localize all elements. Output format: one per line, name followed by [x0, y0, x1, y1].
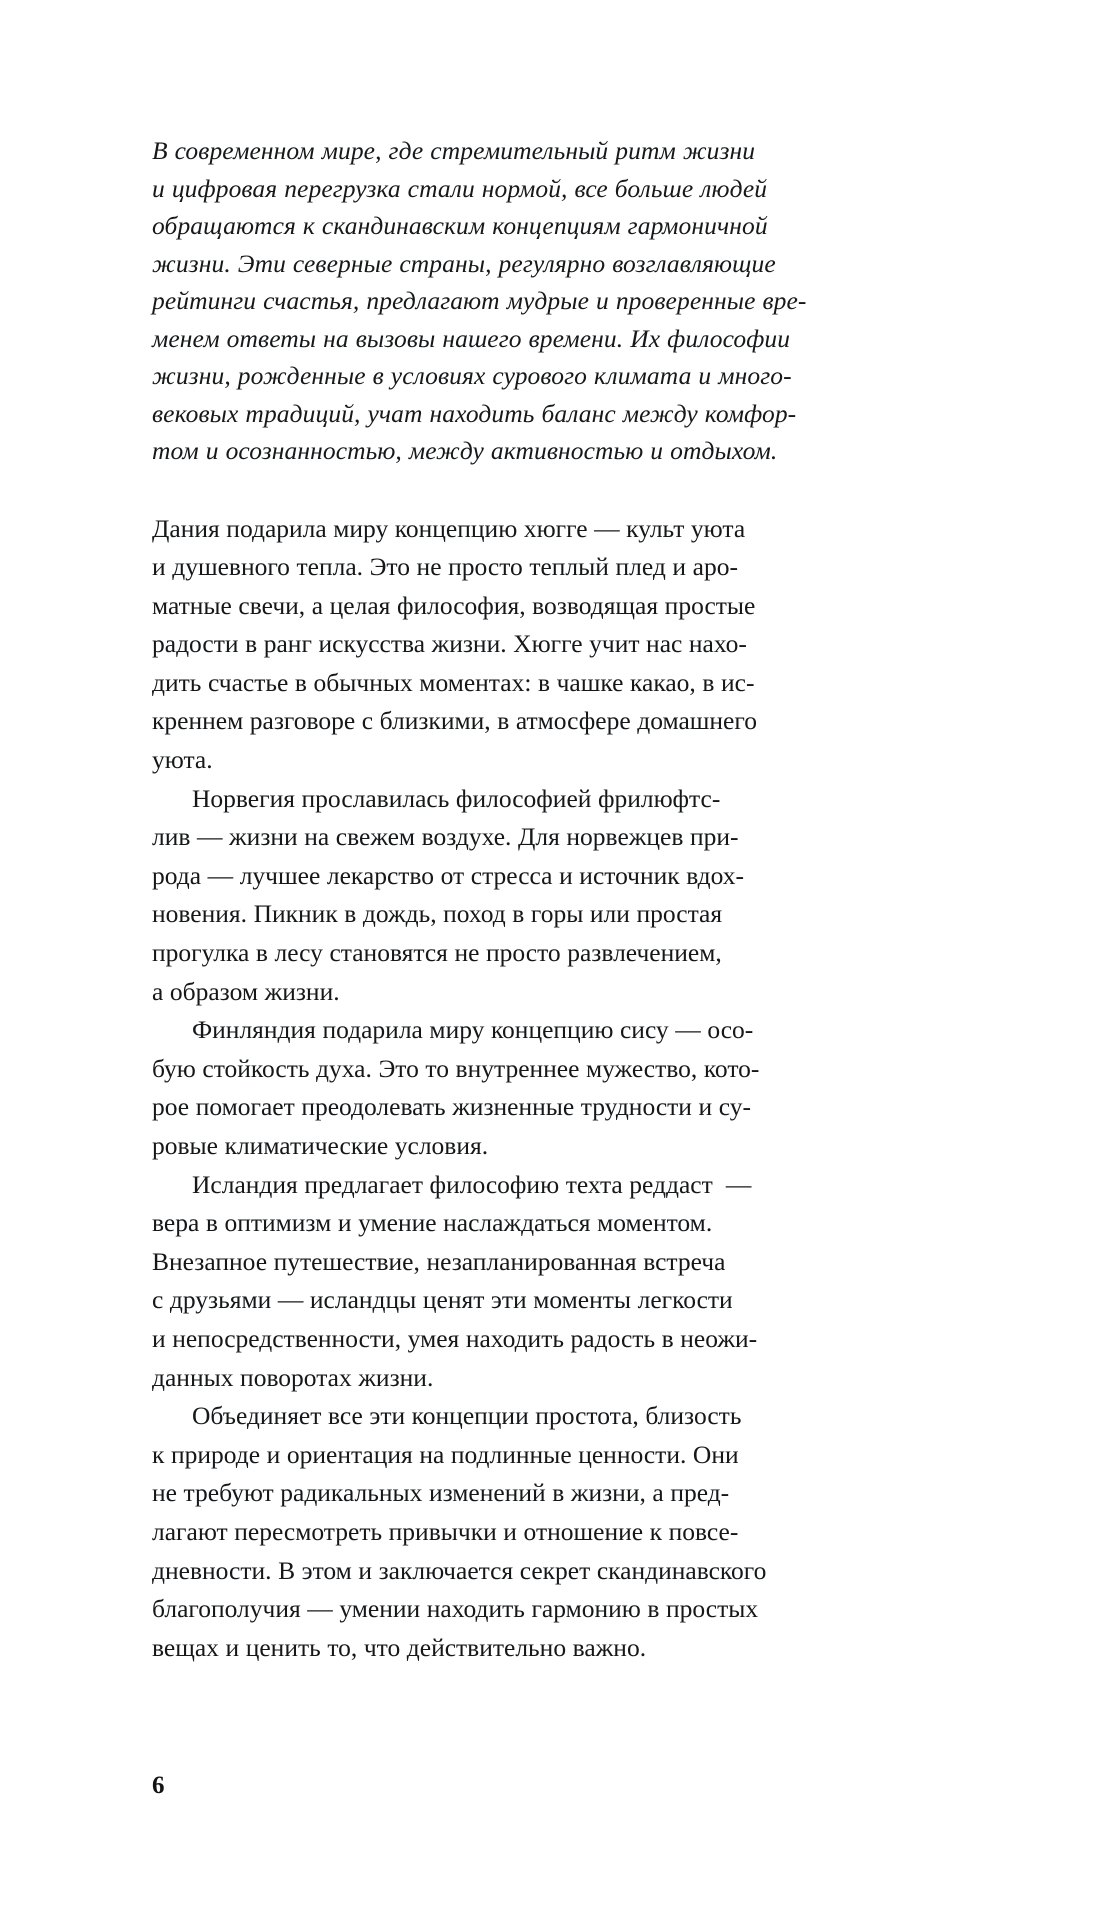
body-line: бую стойкость духа. Это то внутреннее мужество, кото- — [152, 1053, 760, 1083]
intro-epigraph-paragraph — [152, 132, 812, 470]
body-line: Финляндия подарила миру концепцию сису — осо- — [192, 1015, 754, 1045]
body-text — [152, 510, 812, 1668]
text-column — [152, 132, 812, 1667]
intro-line: В современном мире, где стремительный ритм жизни — [152, 136, 756, 165]
body-line: благополучия — умении находить гармонию в простых — [152, 1594, 759, 1624]
body-line: Исландия предлагает философию техта реддаст — — [192, 1169, 752, 1199]
body-line: лив — жизни на свежем воздухе. Для норвежцев при- — [152, 822, 739, 852]
intro-line: и цифровая перегрузка стали нормой, все больше людей — [152, 173, 768, 203]
intro-line: обращаются к скандинавским концепциям гармоничной — [152, 211, 768, 240]
body-line: Внезапное путешествие, незапланированная встреча — [152, 1246, 726, 1276]
intro-line: рейтинги счастья, предлагают мудрые и проверенные вре- — [152, 286, 807, 315]
intro-line: том и осознанностью, между активностью и отдыхом. — [152, 436, 778, 465]
body-line: к природе и ориентация на подлинные ценности. Они — [152, 1439, 739, 1469]
body-line: Дания подарила миру концепцию хюгге — культ уюта — [152, 513, 746, 543]
body-line: дить счастье в обычных моментах: в чашке какао, в ис- — [152, 667, 755, 697]
body-line: с друзьями — исландцы ценят эти моменты легкости — [152, 1285, 733, 1315]
body-line: данных поворотах жизни. — [152, 1362, 434, 1392]
body-line: рое помогает преодолевать жизненные трудности и су- — [152, 1092, 751, 1122]
intro-line: вековых традиций, учат находить баланс между комфор- — [152, 398, 797, 428]
body-line: радости в ранг искусства жизни. Хюгге учит нас нахо- — [152, 629, 747, 659]
intro-line: жизни. Эти северные страны, регулярно возглавляющие — [152, 248, 776, 278]
body-line: не требуют радикальных изменений в жизни, а пред- — [152, 1478, 730, 1508]
body-line: вера в оптимизм и умение наслаждаться моментом. — [152, 1208, 713, 1238]
intro-line: жизни, рожденные в условиях сурового климата и много- — [152, 361, 792, 390]
body-line: а образом жизни. — [152, 976, 340, 1006]
body-line: лагают пересмотреть привычки и отношение к повсе- — [152, 1516, 739, 1546]
body-line: Норвегия прославилась философией фрилюфтс- — [192, 783, 721, 813]
body-line: ровые климатические условия. — [152, 1131, 489, 1160]
body-line: прогулка в лесу становятся не просто развлечением, — [152, 938, 722, 968]
body-line: Объединяет все эти концепции простота, близость — [192, 1401, 742, 1431]
body-line: новения. Пикник в дождь, поход в горы или простая — [152, 899, 723, 929]
body-line: рода — лучшее лекарство от стресса и источник вдох- — [152, 860, 744, 890]
intro-line: менем ответы на вызовы нашего времени. Их философии — [152, 323, 791, 353]
body-line: матные свечи, а целая философия, возводящая простые — [152, 590, 756, 620]
body-line: и непосредственности, умея находить радость в неожи- — [152, 1323, 758, 1353]
page-number: 6 — [152, 1772, 165, 1799]
body-line: креннем разговоре с близкими, в атмосфере домашнего — [152, 706, 757, 736]
body-line: уюта. — [152, 745, 213, 775]
body-line: дневности. В этом и заключается секрет скандинавского — [152, 1555, 767, 1585]
body-line: и душевного тепла. Это не просто теплый плед и аро- — [152, 552, 738, 582]
body-line: вещах и ценить то, что действительно важно. — [152, 1632, 647, 1662]
